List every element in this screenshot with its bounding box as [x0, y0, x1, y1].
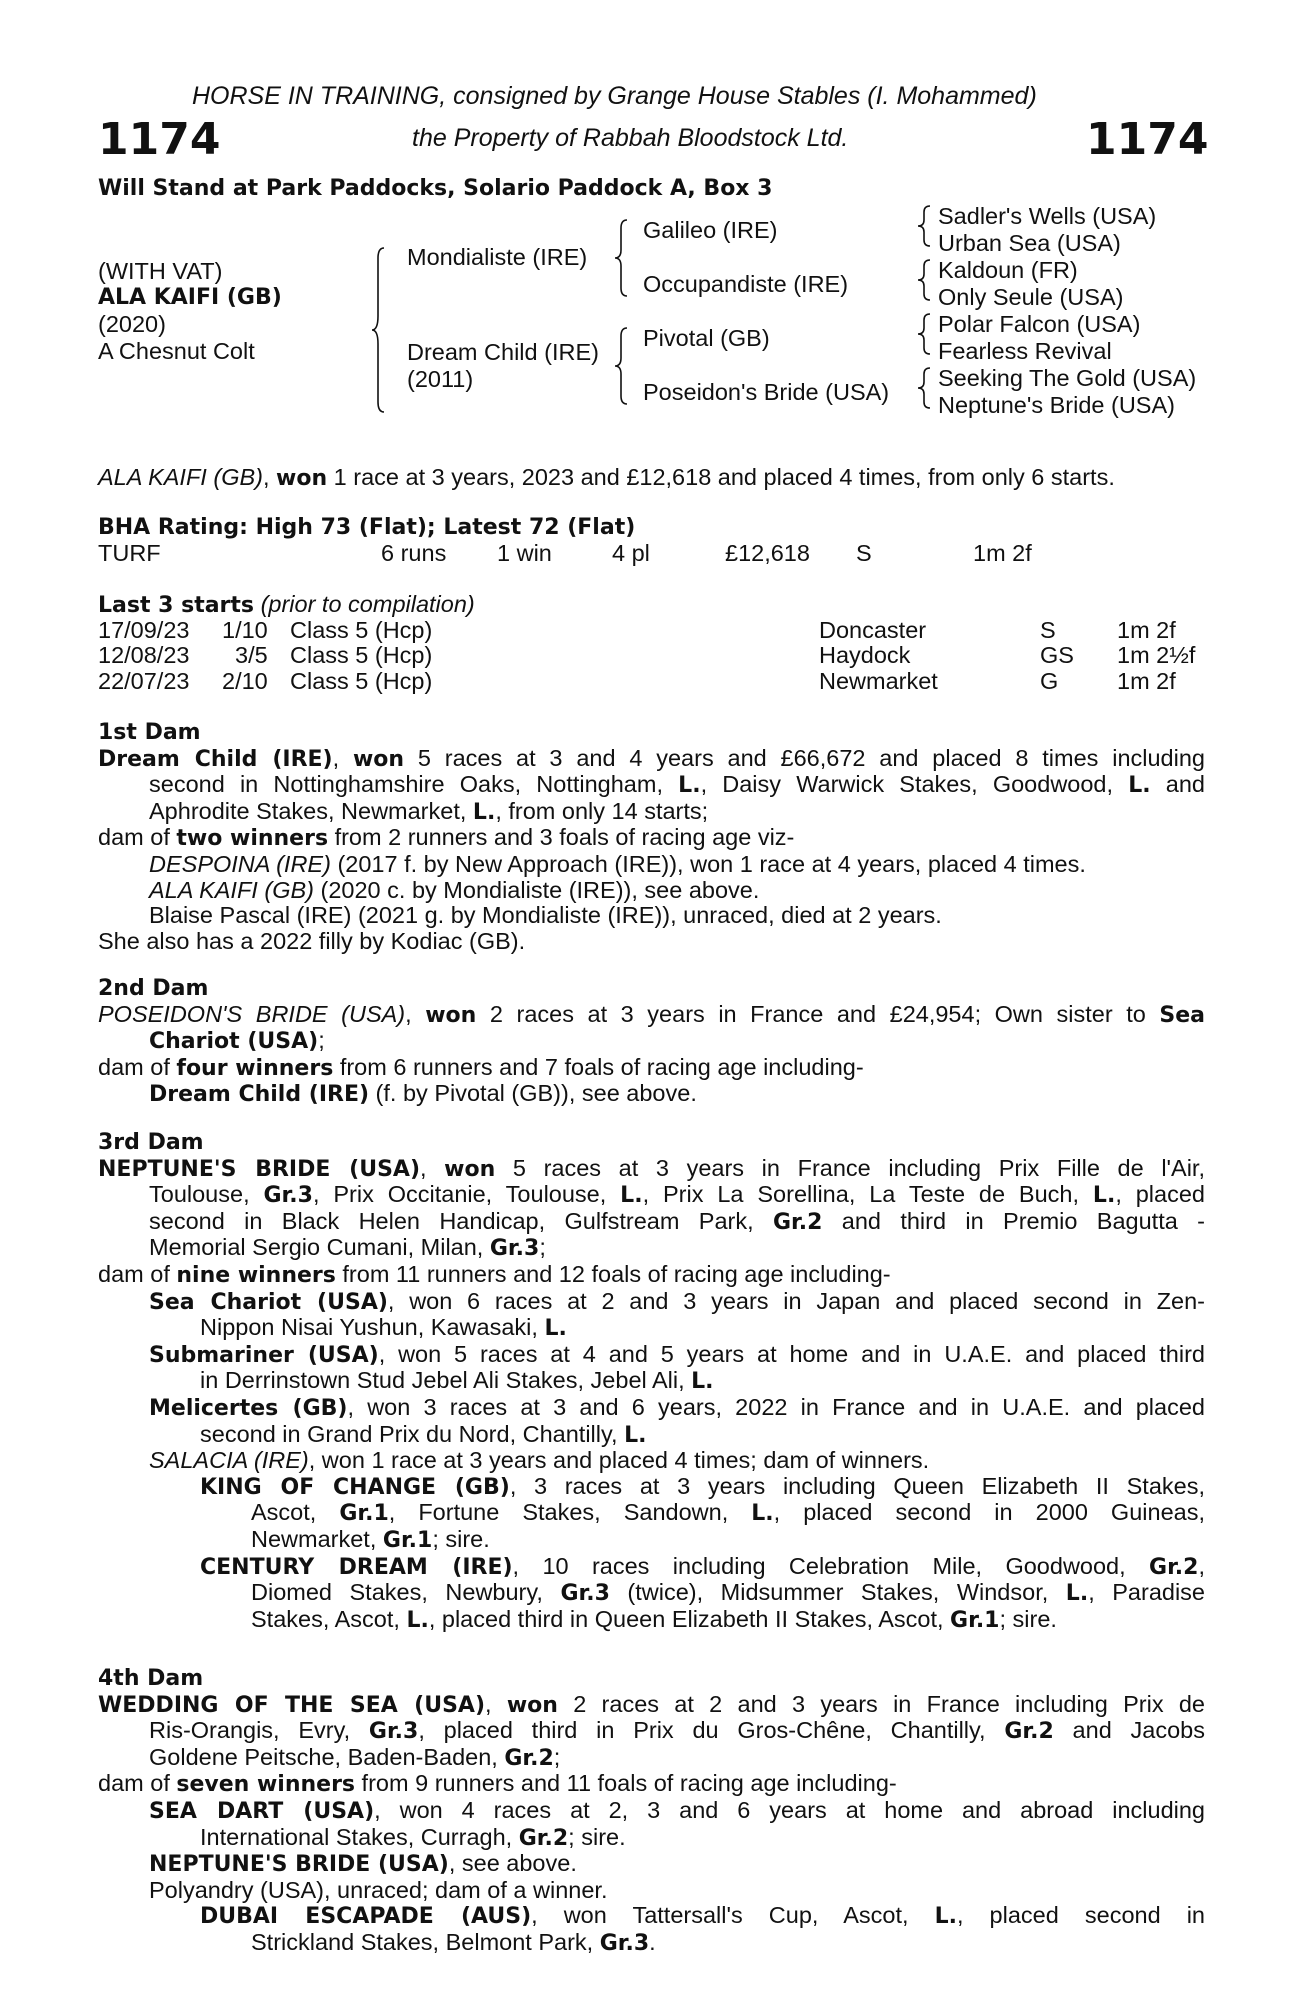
last-starts-title	[98, 592, 475, 619]
rating-distance: 1m 2f	[973, 540, 1032, 566]
pedigree-bracket-g1	[916, 204, 934, 248]
vat-note: (WITH VAT)	[98, 258, 223, 284]
start-class: Class 5 (Hcp)	[290, 617, 433, 643]
dam-sire: Pivotal (GB)	[643, 325, 770, 351]
dam-line: WEDDING OF THE SEA (USA), won 2 races at 2 and 3 years in France including Prix de	[98, 1690, 1205, 1718]
start-date: 12/08/23	[98, 642, 190, 668]
rating-placed: 4 pl	[612, 540, 650, 566]
first-dam-section	[98, 720, 1205, 954]
dam-line: Goldene Peitsche, Baden-Baden, Gr.2;	[149, 1743, 561, 1771]
rating-surface: TURF	[98, 540, 161, 566]
consignor-line: HORSE IN TRAINING, consigned by Grange House Stables (I. Mohammed)	[192, 82, 1037, 110]
summary-won: won	[276, 466, 328, 491]
start-distance: 1m 2f	[1117, 668, 1176, 694]
sire-sire: Galileo (IRE)	[643, 217, 778, 243]
dam-line: NEPTUNE'S BRIDE (USA), won 5 races at 3 years in France including Prix Fille de l'Air,	[98, 1154, 1205, 1182]
start-going: S	[1040, 617, 1056, 643]
last-starts-heading: Last 3 starts	[98, 593, 255, 618]
produce-line: in Derrinstown Stud Jebel Ali Stakes, Jebel Ali, L.	[200, 1367, 714, 1395]
produce-line: KING OF CHANGE (GB), 3 races at 3 years including Queen Elizabeth II Stakes,	[200, 1472, 1205, 1500]
dam-line: dam of seven winners from 9 runners and 11 foals of racing age including-	[98, 1770, 897, 1798]
produce-line: Submariner (USA), won 5 races at 4 and 5 years at home and in U.A.E. and placed third	[149, 1340, 1205, 1368]
lot-number-right: 1174	[1086, 114, 1209, 165]
third-dam-section	[98, 1130, 1205, 1633]
pedigree-bracket-main	[370, 246, 400, 416]
produce-line: NEPTUNE'S BRIDE (USA), see above.	[149, 1850, 577, 1878]
granddam-1: Urban Sea (USA)	[938, 230, 1121, 256]
start-course: Doncaster	[819, 617, 927, 643]
dam-line: second in Black Helen Handicap, Gulfstream Park, Gr.2 and third in Premio Bagutta -	[149, 1207, 1205, 1235]
horse-description: A Chesnut Colt	[98, 338, 255, 364]
produce-line: Sea Chariot (USA), won 6 races at 2 and 3 years in Japan and placed second in Zen-	[149, 1287, 1205, 1315]
stand-location: Will Stand at Park Paddocks, Solario Paddock A, Box 3	[98, 176, 773, 201]
rating-going: S	[856, 540, 872, 566]
summary-horse-name: ALA KAIFI (GB)	[98, 464, 263, 490]
rating-runs: 6 runs	[381, 540, 447, 566]
produce-line: Melicertes (GB), won 3 races at 3 and 6 years, 2022 in France and in U.A.E. and placed	[149, 1393, 1205, 1421]
section-heading: 1st Dam	[98, 720, 201, 745]
dam-line: POSEIDON'S BRIDE (USA), won 2 races at 3 years in France and £24,954; Own sister to Sea	[98, 1000, 1206, 1028]
dam-line: dam of four winners from 6 runners and 7 foals of racing age including-	[98, 1053, 864, 1081]
sire-name: Mondialiste (IRE)	[407, 244, 588, 270]
lot-number-left: 1174	[98, 114, 221, 165]
rating-title: BHA Rating: High 73 (Flat); Latest 72 (Flat)	[98, 515, 636, 540]
start-class: Class 5 (Hcp)	[290, 642, 433, 668]
pedigree-bracket-g2	[916, 258, 934, 302]
produce-line: International Stakes, Curragh, Gr.2; sire.	[200, 1823, 626, 1851]
granddam-4: Neptune's Bride (USA)	[938, 392, 1175, 418]
produce-line: SEA DART (USA), won 4 races at 2, 3 and 6 years at home and abroad including	[149, 1796, 1205, 1824]
start-date: 22/07/23	[98, 668, 190, 694]
race-summary: ALA KAIFI (GB), won 1 race at 3 years, 2023 and £12,618 and placed 4 times, from only 6 starts.	[98, 464, 1115, 491]
pedigree-bracket-dam	[613, 326, 633, 406]
start-class: Class 5 (Hcp)	[290, 668, 433, 694]
dam-dam: Poseidon's Bride (USA)	[643, 379, 890, 405]
summary-text: 1 race at 3 years, 2023 and £12,618 and placed 4 times, from only 6 starts.	[327, 464, 1115, 490]
produce-line: DESPOINA (IRE) (2017 f. by New Approach (IRE)), won 1 race at 4 years, placed 4 times.	[149, 850, 1086, 877]
start-position: 2/10	[222, 668, 268, 694]
dam-line: Aphrodite Stakes, Newmarket, L., from only 14 starts;	[149, 797, 709, 825]
produce-line: Dream Child (IRE) (f. by Pivotal (GB)), see above.	[149, 1080, 697, 1108]
horse-year: (2020)	[98, 311, 166, 337]
section-heading: 2nd Dam	[98, 976, 209, 1001]
section-heading: 4th Dam	[98, 1666, 204, 1691]
produce-line: Strickland Stakes, Belmont Park, Gr.3.	[251, 1928, 656, 1956]
pedigree-bracket-g4	[916, 366, 934, 410]
grandsire-3: Polar Falcon (USA)	[938, 311, 1141, 337]
produce-line: Polyandry (USA), unraced; dam of a winner.	[149, 1876, 608, 1903]
produce-line: CENTURY DREAM (IRE), 10 races including Celebration Mile, Goodwood, Gr.2,	[200, 1552, 1205, 1580]
rating-prize: £12,618	[725, 540, 810, 566]
dam-line: dam of nine winners from 11 runners and 12 foals of racing age including-	[98, 1260, 891, 1288]
rating-wins: 1 win	[497, 540, 552, 566]
dam-line: Dream Child (IRE), won 5 races at 3 and 4 years and £66,672 and placed 8 times including	[98, 744, 1205, 772]
grandsire-2: Kaldoun (FR)	[938, 257, 1078, 283]
start-going: G	[1040, 668, 1059, 694]
produce-line: Newmarket, Gr.1; sire.	[251, 1525, 490, 1553]
produce-line: Stakes, Ascot, L., placed third in Queen Elizabeth II Stakes, Ascot, Gr.1; sire.	[251, 1605, 1057, 1633]
produce-line: Nippon Nisai Yushun, Kawasaki, L.	[200, 1314, 567, 1342]
pedigree-bracket-g3	[916, 312, 934, 356]
pedigree-bracket-sire	[613, 218, 633, 298]
grandsire-1: Sadler's Wells (USA)	[938, 203, 1157, 229]
dam-line: Chariot (USA);	[149, 1027, 325, 1055]
section-heading: 3rd Dam	[98, 1130, 204, 1155]
dam-line: Ris-Orangis, Evry, Gr.3, placed third in Prix du Gros-Chêne, Chantilly, Gr.2 and Jacobs	[149, 1717, 1205, 1745]
dam-line: second in Nottinghamshire Oaks, Nottingham, L., Daisy Warwick Stakes, Goodwood, L. and	[149, 771, 1205, 799]
sire-dam: Occupandiste (IRE)	[643, 271, 849, 297]
start-course: Haydock	[819, 642, 911, 668]
horse-name: ALA KAIFI (GB)	[98, 285, 282, 310]
produce-line: Blaise Pascal (IRE) (2021 g. by Mondialiste (IRE)), unraced, died at 2 years.	[149, 902, 942, 929]
produce-line: Diomed Stakes, Newbury, Gr.3 (twice), Midsummer Stakes, Windsor, L., Paradise	[251, 1579, 1205, 1607]
produce-line: ALA KAIFI (GB) (2020 c. by Mondialiste (IRE)), see above.	[149, 876, 760, 903]
dam-line: dam of two winners from 2 runners and 3 foals of racing age viz-	[98, 824, 795, 852]
grandsire-4: Seeking The Gold (USA)	[938, 365, 1197, 391]
granddam-2: Only Seule (USA)	[938, 284, 1124, 310]
start-position: 3/5	[235, 642, 268, 668]
dam-name: Dream Child (IRE)	[407, 339, 599, 365]
fourth-dam-section	[98, 1666, 1205, 1957]
produce-line: SALACIA (IRE), won 1 race at 3 years and placed 4 times; dam of winners.	[149, 1447, 930, 1474]
produce-line: DUBAI ESCAPADE (AUS), won Tattersall's Cup, Ascot, L., placed second in	[200, 1902, 1206, 1930]
start-distance: 1m 2½f	[1117, 642, 1196, 668]
last-starts-note: (prior to compilation)	[260, 591, 475, 617]
start-date: 17/09/23	[98, 617, 190, 643]
produce-line: She also has a 2022 filly by Kodiac (GB).	[98, 927, 526, 954]
dam-line: Toulouse, Gr.3, Prix Occitanie, Toulouse, L., Prix La Sorellina, La Teste de Buch, L., placed	[149, 1181, 1205, 1209]
start-position: 1/10	[222, 617, 268, 643]
property-line: the Property of Rabbah Bloodstock Ltd.	[412, 124, 849, 152]
produce-line: Ascot, Gr.1, Fortune Stakes, Sandown, L., placed second in 2000 Guineas,	[251, 1499, 1205, 1527]
produce-line: second in Grand Prix du Nord, Chantilly, L.	[200, 1420, 647, 1448]
start-course: Newmarket	[819, 668, 938, 694]
granddam-3: Fearless Revival	[938, 338, 1112, 364]
second-dam-section	[98, 976, 1205, 1108]
dam-year: (2011)	[407, 366, 474, 392]
dam-line: Memorial Sergio Cumani, Milan, Gr.3;	[149, 1234, 546, 1262]
start-going: GS	[1040, 642, 1074, 668]
start-distance: 1m 2f	[1117, 617, 1176, 643]
